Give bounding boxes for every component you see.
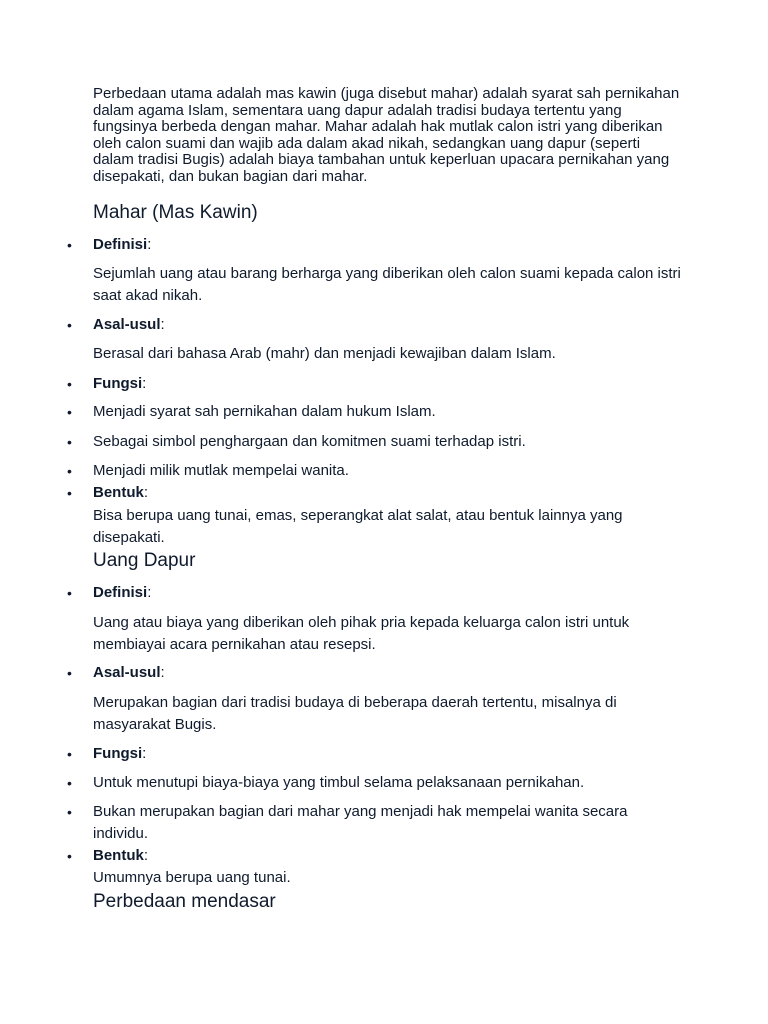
mahar-asal-text: Berasal dari bahasa Arab (mahr) dan menjadi kewajiban dalam Islam. — [93, 345, 556, 362]
label-asal-usul: Asal-usul — [93, 664, 161, 681]
colon: : — [142, 745, 147, 762]
mahar-fungsi-item: • Menjadi syarat sah pernikahan dalam hukum Islam. — [93, 401, 693, 423]
label-fungsi: Fungsi — [93, 375, 143, 392]
colon: : — [143, 484, 149, 501]
bullet-mahar-definisi — [93, 234, 693, 256]
bullet-mahar-fungsi — [93, 373, 693, 395]
label-asal-usul: Asal-usul — [93, 316, 161, 333]
bullet-mahar-asal — [93, 314, 693, 336]
colon: : — [143, 847, 149, 864]
colon: : — [160, 664, 165, 681]
mahar-bentuk-text: Bisa berupa uang tunai, emas, seperangkat alat salat, atau bentuk lainnya yang disepakati. — [93, 507, 623, 546]
bullet-dapur-bentuk — [93, 845, 693, 867]
colon: : — [142, 375, 147, 392]
dapur-definisi-text: Uang atau biaya yang diberikan oleh pihak pria kepada keluarga calon istri untuk membiayai acara pernikahan atau resepsi. — [93, 614, 630, 653]
label-fungsi: Fungsi — [93, 745, 143, 762]
heading-mahar: Mahar (Mas Kawin) — [93, 202, 258, 223]
bullet-dapur-definisi — [93, 582, 693, 604]
label-definisi: Definisi — [93, 584, 148, 601]
dapur-fungsi-item: • Untuk menutupi biaya-biaya yang timbul selama pelaksanaan pernikahan. — [93, 772, 693, 794]
bullet-dapur-asal — [93, 662, 693, 684]
dapur-bentuk-text: Umumnya berupa uang tunai. — [93, 869, 291, 886]
label-bentuk: Bentuk — [93, 847, 144, 864]
colon: : — [147, 236, 152, 253]
label-bentuk: Bentuk — [93, 484, 144, 501]
dapur-asal-text: Merupakan bagian dari tradisi budaya di beberapa daerah tertentu, misalnya di masyarakat Bugis. — [93, 694, 617, 733]
mahar-fungsi-item: • Menjadi milik mutlak mempelai wanita. — [93, 460, 693, 482]
heading-uang-dapur: Uang Dapur — [93, 550, 196, 571]
mahar-fungsi-item: • Sebagai simbol penghargaan dan komitmen suami terhadap istri. — [93, 431, 693, 453]
bullet-dapur-fungsi — [93, 743, 693, 765]
mahar-definisi-text: Sejumlah uang atau barang berharga yang diberikan oleh calon suami kepada calon istri saat akad nikah. — [93, 265, 681, 304]
label-definisi: Definisi — [93, 236, 148, 253]
heading-perbedaan-mendasar: Perbedaan mendasar — [93, 891, 276, 912]
colon: : — [147, 584, 152, 601]
dapur-fungsi-item: • Bukan merupakan bagian dari mahar yang menjadi hak mempelai wanita secara individu. — [93, 801, 663, 845]
intro-paragraph: Perbedaan utama adalah mas kawin (juga disebut mahar) adalah syarat sah pernikahan dalam agama Islam, sementara uang dapur adalah tradisi budaya tertentu yang fungsinya berbeda dengan mahar. Mahar adalah hak mutlak calon istri yang diberikan oleh calon suami dan wajib ada dalam akad nikah, sedangkan uang dapur (seperti dalam tradisi Bugis) adalah biaya tambahan untuk keperluan upacara pernikahan yang disepakati, dan bukan bagian dari mahar. — [93, 85, 680, 185]
bullet-mahar-bentuk — [93, 482, 693, 504]
colon: : — [160, 316, 165, 333]
